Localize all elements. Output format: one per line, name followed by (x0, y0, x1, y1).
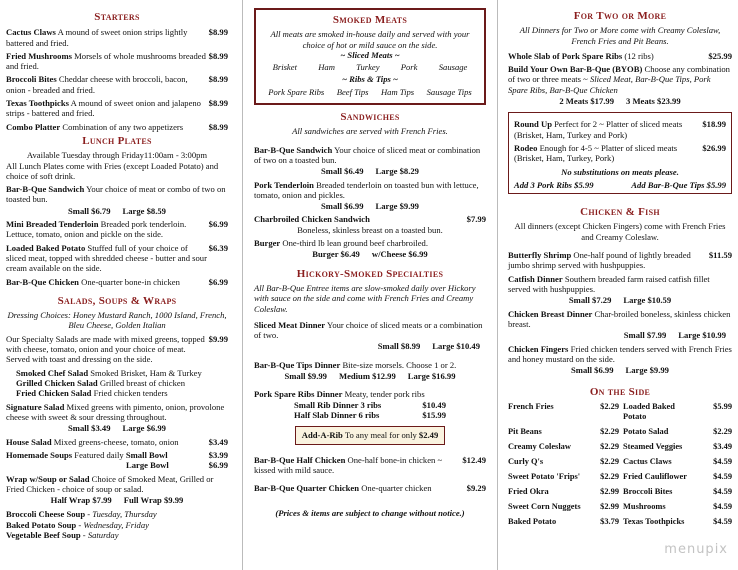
item-desc: Featured daily (74, 449, 124, 460)
specialty-salads (6, 334, 228, 365)
size-large: Large $16.99 (407, 371, 456, 382)
menu-item (6, 243, 228, 274)
lunch-hours: Available Tuesday through Friday11:00am - 3:00pm (26, 150, 208, 161)
side-price: $2.99 (600, 502, 619, 512)
sandwiches-desc: All sandwiches are served with French Fries. (292, 126, 448, 137)
size-small: Small $7.99 (623, 330, 667, 341)
item-name: Grilled Chicken Salad (16, 378, 98, 388)
side-price: $2.29 (713, 426, 732, 436)
item-desc: Choice of Smoked Meat, Grilled or Fried Chicken - choice of soup or salad. (6, 473, 214, 494)
item-name: Catfish Dinner (508, 273, 563, 284)
lunch-note: All Lunch Plates come with Fries (except Loaded Potato) and choice of soft drink. (6, 160, 219, 181)
menu-item (254, 320, 486, 352)
item-desc: Fried chicken tenders served with French Fries and honey mustard on the side. (508, 343, 732, 364)
item-name: Wrap w/Soup or Salad (6, 473, 90, 484)
item-name: Fried Mushrooms (6, 50, 72, 61)
column-divider (242, 0, 243, 570)
item-desc: Cheddar cheese with broccoli, bacon, onion - breaded and fried. (6, 74, 188, 95)
item-price: $6.99 (208, 276, 228, 287)
for-two-title: For Two or More (573, 10, 667, 22)
item-meats: Sliced Meat, Bar-B-Que Tips, Pork Spare Ribs, Bar-B-Que Chicken (508, 74, 711, 95)
side-name: Creamy Coleslaw (508, 441, 571, 451)
menu-item (6, 474, 228, 506)
menu-item (6, 51, 228, 72)
meat-option: Turkey (356, 62, 380, 73)
size-large: Large $9.99 (625, 365, 669, 376)
size-large: Large Bowl (126, 460, 169, 471)
side-name: Mushrooms (623, 502, 666, 512)
item-desc: Your choice of sliced meats or a combination of two. (254, 319, 483, 341)
size-small: Small $9.99 (284, 371, 327, 382)
item-desc: Breaded tenderloin on toasted bun with lettuce, tomato, onion and pickles. (254, 179, 479, 200)
menu-item (254, 483, 486, 493)
sandwiches-title: Sandwiches (340, 111, 400, 124)
item-desc: Perfect for 2 ~ Platter of sliced meats (Brisket, Ham, Turkey and Pork) (514, 119, 683, 140)
soup-day: Wednesday, Friday (83, 519, 149, 530)
side-name: Broccoli Bites (623, 487, 673, 497)
sliced-label: ~ Sliced Meats ~ (340, 49, 400, 60)
item-desc: Fried chicken tenders (93, 388, 168, 399)
side-name: Loaded Baked Potato (623, 401, 675, 421)
soup-name: Baked Potato Soup (6, 519, 77, 530)
item-desc: One-half pound of lightly breaded jumbo shrimp served with hushpuppies. (508, 250, 691, 271)
side-name: Fried Cauliflower (623, 472, 687, 482)
meat-option: Ham (318, 62, 335, 73)
item-price: $18.99 (702, 119, 726, 130)
specialty-desc: Our Specialty Salads are made with mixed greens, topped with cheese, tomato, onion and your choice of meat. Served with toast and dressing on the side. (6, 333, 205, 365)
menu-item (514, 119, 726, 140)
size-small: Small $6.99 (321, 201, 364, 212)
soup-name: Broccoli Cheese Soup (6, 509, 86, 520)
meat-option: Ham Tips (380, 86, 415, 97)
size-large: Large $10.49 (432, 341, 480, 352)
item-name: Signature Salad (6, 401, 65, 412)
salads-title: Salads, Soups & Wraps (57, 294, 177, 307)
side-name: Texas Toothpicks (623, 517, 685, 527)
menu-item (508, 274, 732, 306)
menu-item (254, 360, 486, 382)
meat-option: Sausage Tips (426, 86, 472, 97)
item-desc: One-quarter bone-in chicken (81, 276, 180, 287)
sides-title: On the Side (589, 385, 651, 398)
item-desc: Combination of any two appetizers (62, 121, 184, 132)
side-price: $2.29 (600, 441, 619, 451)
meat-option: Pork Spare Ribs (268, 86, 325, 97)
item-name: Pork Spare Ribs Dinner (254, 389, 343, 400)
menu-item (254, 214, 486, 235)
side-price: $2.29 (600, 457, 619, 466)
side-price: $2.29 (600, 472, 619, 482)
item-name: Add-A-Rib (301, 430, 343, 441)
add-a-rib (295, 426, 445, 444)
menu-item (6, 450, 228, 471)
menu-item (254, 389, 486, 420)
sides-list (508, 402, 732, 528)
item-price: $15.99 (422, 410, 446, 420)
item-desc: Mixed greens-cheese, tomato, onion (53, 436, 179, 447)
item-name: Broccoli Bites (6, 74, 57, 85)
item-name: Sliced Meat Dinner (254, 319, 326, 330)
item-desc: Bite-size morsels. Choose 1 or 2. (342, 359, 457, 370)
item-name: Chicken Breast Dinner (508, 308, 593, 319)
item-price: $25.99 (708, 50, 732, 61)
add-ribs: Add 3 Pork Ribs $5.99 (514, 179, 594, 190)
item-name: Fried Chicken Salad (16, 388, 92, 399)
item-desc: Boneless, skinless breast on a toasted bun. (297, 224, 443, 235)
side-name: Curly Q's (508, 457, 544, 466)
menu-item (508, 344, 732, 376)
item-price: $8.99 (208, 50, 228, 61)
item-desc: A mound of sweet onion strips lightly battered and fried. (6, 27, 188, 48)
item-price: $8.99 (208, 27, 228, 38)
item-name: Burger (254, 238, 281, 249)
menu-item (254, 455, 486, 476)
size-large: Large $9.99 (375, 201, 419, 212)
item-price: $2.49 (418, 430, 439, 441)
side-price: $4.59 (713, 457, 732, 466)
dressing-choices: Dressing Choices: Honey Mustard Ranch, 1000 Island, French, Bleu Cheese, Golden Italian (7, 310, 227, 331)
item-price: $10.49 (422, 399, 446, 410)
item-desc: Char-broiled boneless, skinless chicken breast. (508, 308, 731, 329)
menu-item (6, 98, 228, 119)
item-price: $7.99 (466, 214, 486, 225)
item-price: $8.99 (208, 74, 228, 85)
ribs-tips (262, 87, 478, 97)
item-name: Homemade Soups (6, 449, 73, 460)
add-tips: Add Bar-B-Que Tips $5.99 (631, 179, 726, 190)
side-name: Potato Salad (623, 426, 669, 436)
side-price: $2.29 (600, 401, 619, 411)
item-qty: (12 ribs) (624, 50, 654, 61)
soup-day: Tuesday, Thursday (92, 509, 157, 520)
menu-item (508, 51, 732, 61)
side-price: $4.59 (713, 487, 732, 497)
item-desc: Your choice of meat or combo of two on toasted bun. (6, 184, 226, 205)
size-small: Small $6.79 (68, 205, 111, 216)
side-price: $4.59 (713, 517, 732, 527)
item-desc: To any meal for only (344, 430, 417, 441)
item-desc: Choose any combination of two or three meats ~ (508, 64, 730, 85)
item-price: $8.99 (208, 98, 228, 109)
side-price: $4.59 (713, 502, 732, 512)
watermark: menupix (664, 542, 728, 558)
hickory-title: Hickory-Smoked Specialties (296, 267, 444, 280)
salad-grilled (6, 378, 228, 388)
size-small: Small $6.49 (321, 166, 364, 177)
price-note: (Prices & items are subject to change without notice.) (275, 507, 465, 518)
no-substitutions: No substitutions on meats please. (561, 166, 679, 177)
size-half: Half Wrap $7.99 (50, 495, 112, 506)
item-name: Texas Toothpicks (6, 98, 69, 109)
sliced-meats (262, 62, 478, 72)
side-name: Baked Potato (508, 517, 557, 527)
lunch-title: Lunch Plates (82, 135, 152, 147)
smoked-meats-box (254, 8, 486, 105)
item-name: Loaded Baked Potato (6, 242, 86, 253)
size-burger: Burger $6.49 (312, 249, 360, 260)
item-desc: A mound of sweet onion and jalapeno strips - battered and fried. (6, 98, 201, 119)
size-large: Large $8.59 (122, 205, 166, 216)
item-price: $12.49 (462, 454, 486, 465)
size-small: Small $3.49 (68, 423, 111, 434)
item-name: Build Your Own Bar-B-Que (BYOB) (508, 64, 643, 75)
size-small: Small Rib Dinner 3 ribs (294, 399, 382, 410)
menu-item (6, 27, 228, 48)
item-desc: Southern breaded farm raised catfish fillet served with hushpuppies. (508, 273, 710, 294)
item-desc: Your choice of sliced meat or combination of two on a toasted bun. (254, 144, 481, 165)
side-price: $5.99 (713, 401, 732, 411)
item-price: $3.49 (208, 436, 228, 447)
item-price: $6.99 (208, 219, 228, 230)
item-price: $26.99 (702, 143, 726, 153)
item-name: Cactus Claws (6, 27, 56, 38)
size-small: Small $7.29 (568, 295, 612, 306)
add-ons (514, 180, 726, 190)
meat-option: Brisket (272, 62, 297, 73)
salad-chef (6, 368, 228, 378)
item-price: $6.39 (208, 242, 228, 253)
size-large: Large $6.99 (122, 423, 166, 434)
menu-item (508, 64, 732, 106)
item-name: Combo Platter (6, 121, 61, 132)
size-full: Full Wrap $9.99 (123, 495, 184, 506)
chicken-fish-title: Chicken & Fish (580, 206, 660, 219)
side-price: $3.49 (713, 441, 732, 451)
size-large: Large $10.99 (678, 330, 726, 341)
item-name: Butterfly Shrimp (508, 250, 572, 261)
item-name: Pork Tenderloin (254, 179, 314, 190)
menu-item (6, 74, 228, 95)
size-two: 2 Meats $17.99 (559, 96, 614, 107)
item-price: $11.59 (708, 250, 732, 261)
soup-days: Broccoli Cheese Soup - Tuesday, Thursday Baked Potato Soup - Wednesday, Friday Vegetable Beef Soup - Saturday (6, 509, 157, 541)
menu-item (254, 238, 486, 260)
meat-option: Beef Tips (336, 86, 369, 97)
item-desc: Breaded pork tenderloin. Lettuce, tomato, onion and pickle on the side. (6, 219, 187, 240)
item-name: Round Up (514, 119, 552, 130)
item-desc: Meaty, tender pork ribs (344, 389, 425, 400)
item-desc: Morsels of whole mushrooms breaded and fried. (6, 50, 206, 72)
size-small: Small $8.99 (377, 341, 421, 352)
menu-item (6, 437, 228, 447)
size-large: Large $8.29 (375, 166, 419, 177)
item-price: $6.99 (208, 460, 228, 471)
side-name: Steamed Veggies (623, 441, 683, 451)
side-name: Sweet Corn Nuggets (508, 502, 581, 512)
item-price: $9.99 (208, 333, 228, 344)
menu-item (508, 309, 732, 341)
item-desc: One-third lb lean ground beef charbroiled. (282, 238, 428, 249)
item-name: Whole Slab of Pork Spare Ribs (508, 50, 623, 61)
side-name: French Fries (508, 401, 554, 411)
size-medium: Medium $12.99 (338, 371, 396, 382)
item-name: Rodeo (514, 143, 538, 153)
side-price: $4.59 (713, 472, 732, 482)
item-desc: Enough for 4-5 ~ Platter of sliced meats (Brisket, Ham, Turkey, Pork) (514, 143, 678, 164)
menu-item (6, 184, 228, 216)
hickory-desc: All Bar-B-Que Entree items are slow-smoked daily over Hickory with sauce on the side and come with French Fries and Creamy Coleslaw. (254, 282, 476, 314)
starters-title: Starters (94, 11, 140, 23)
chicken-fish-desc: All dinners (except Chicken Fingers) come with French Fries and Creamy Coleslaw. (514, 221, 726, 242)
smoked-title: Smoked Meats (332, 14, 408, 26)
size-small: Small $6.99 (571, 365, 614, 376)
item-name: Bar-B-Que Quarter Chicken (254, 483, 360, 494)
item-name: Mini Breaded Tenderloin (6, 219, 99, 230)
menu-item (6, 277, 228, 287)
item-name: Bar-B-Que Sandwich (6, 184, 85, 195)
item-price: $3.99 (208, 449, 228, 460)
size-small: Small Bowl (125, 449, 168, 460)
item-name: Chicken Fingers (508, 343, 569, 354)
item-desc: Smoked Brisket, Ham & Turkey (90, 367, 202, 378)
item-name: Smoked Chef Salad (16, 367, 89, 378)
right-column (508, 0, 732, 527)
menu-item (514, 143, 726, 164)
item-name: Bar-B-Que Tips Dinner (254, 359, 341, 370)
item-name: House Salad (6, 436, 52, 447)
side-name: Fried Okra (508, 487, 549, 497)
menu-item (6, 122, 228, 132)
meat-option: Sausage (438, 62, 468, 73)
for-two-desc: All Dinners for Two or More come with Creamy Coleslaw, French Fries and Pit Beans. (519, 25, 721, 46)
item-name: Bar-B-Que Half Chicken (254, 454, 346, 465)
item-price: $8.99 (208, 121, 228, 132)
side-name: Cactus Claws (623, 457, 672, 466)
item-name: Charbroiled Chicken Sandwich (254, 214, 370, 225)
menu-item (254, 145, 486, 177)
platters-box (508, 112, 732, 194)
menu-item (508, 250, 732, 271)
item-desc: Grilled breast of chicken (99, 378, 185, 388)
item-name: Bar-B-Que Chicken (6, 276, 79, 287)
column-divider (497, 0, 498, 570)
left-column (6, 0, 228, 540)
smoked-desc: All meats are smoked in-house daily and served with your choice of hot or mild sauce on the side. (270, 29, 470, 50)
item-desc: Mixed greens with pimento, onion, provolone cheese with sweet & sour dressing throughout. (6, 401, 225, 422)
menu-item (6, 219, 228, 240)
ribs-label: ~ Ribs & Tips ~ (342, 74, 398, 85)
soup-day: Saturday (87, 530, 119, 541)
size-large: Large $10.59 (623, 295, 672, 306)
side-price: $2.29 (600, 426, 619, 436)
side-name: Sweet Potato 'Frips' (508, 472, 581, 482)
soup-name: Vegetable Beef Soup (6, 530, 81, 541)
item-desc: One-half bone-in chicken ~ kissed with mild sauce. (254, 454, 443, 475)
size-half: Half Slab Dinner 6 ribs (294, 410, 380, 420)
item-desc: One-quarter chicken (361, 483, 432, 494)
side-price: $2.99 (600, 487, 619, 497)
item-desc: Stuffed full of your choice of sliced meat, topped with shredded cheese - butter and sour cream available on the side. (6, 242, 207, 274)
side-price: $3.79 (600, 517, 619, 527)
menu-item (6, 402, 228, 434)
menu-item (254, 180, 486, 212)
middle-column (254, 0, 486, 518)
item-price: $9.29 (466, 483, 486, 494)
meat-option: Pork (400, 62, 418, 73)
salad-fried (6, 388, 228, 398)
size-three: 3 Meats $23.99 (626, 96, 681, 107)
side-name: Pit Beans (508, 426, 542, 436)
item-name: Bar-B-Que Sandwich (254, 144, 333, 155)
size-cheese: w/Cheese $6.99 (371, 249, 428, 260)
